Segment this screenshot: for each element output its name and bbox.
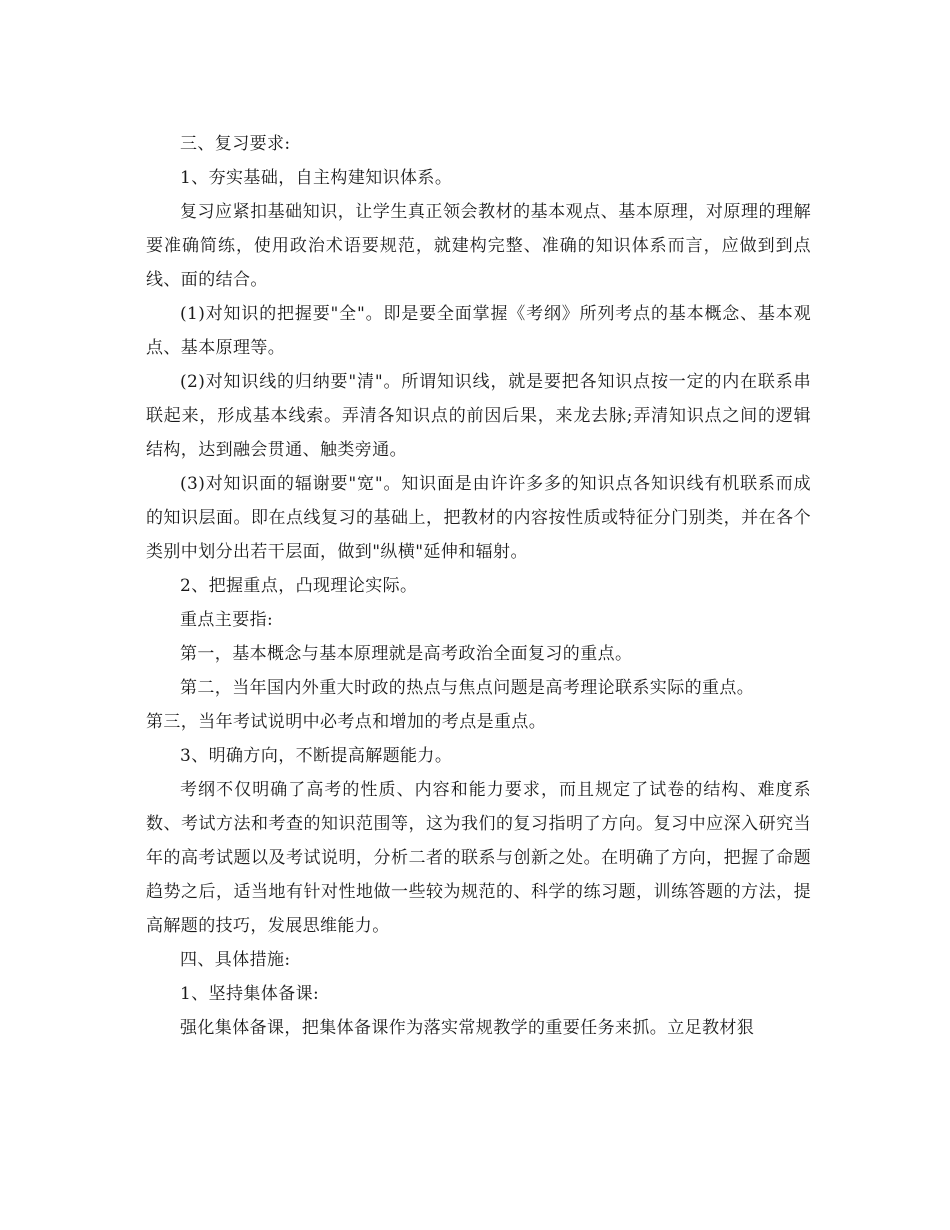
paragraph-foundation-text: 复习应紧扣基础知识，让学生真正领会教材的基本观点、基本原理，对原理的理解要准确简练，使用政治术语要规范，就建构完整、准确的知识体系而言，应做到到点线、面的结合。 [146, 202, 811, 290]
section-heading-specific-measures: 四、具体措施: [180, 950, 291, 970]
paragraph-point-3: (3)对知识面的辐谢要"宽"。知识面是由许许多多的知识点各知识线有机联系而成的知识层面。即在点线复习的基础上，把教材的内容按性质或特征分门别类，并在各个类别中划分出若干层面，做到"纵横"延伸和辐射。 [146, 474, 811, 562]
paragraph-third-key-point: 第三，当年考试说明中必考点和增加的考点是重点。 [146, 712, 547, 732]
subheading-collective-preparation: 1、坚持集体备课: [180, 984, 320, 1004]
paragraph-point-1: (1)对知识的把握要"全"。即是要全面掌握《考纲》所列考点的基本概念、基本观点、基本原理等。 [146, 304, 811, 358]
subheading-solid-foundation: 1、夯实基础，自主构建知识体系。 [180, 168, 453, 188]
subheading-clear-direction: 3、明确方向，不断提高解题能力。 [180, 746, 453, 766]
paragraph-first-key-point: 第一，基本概念与基本原理就是高考政治全面复习的重点。 [180, 644, 633, 664]
document-body [146, 127, 811, 1045]
paragraph-second-key-point: 第二，当年国内外重大时政的热点与焦点问题是高考理论联系实际的重点。 [180, 678, 755, 698]
paragraph-point-2: (2)对知识线的归纳要"清"。所谓知识线，就是要把各知识点按一定的内在联系串联起来，形成基本线索。弄清各知识点的前因后果，来龙去脉;弄清知识点之间的逻辑结构，达到融会贯通、触类旁通。 [146, 372, 811, 460]
paragraph-key-points-intro: 重点主要指: [180, 610, 274, 630]
subheading-grasp-key-points: 2、把握重点，凸现理论实际。 [180, 576, 418, 596]
paragraph-direction-text: 考纲不仅明确了高考的性质、内容和能力要求，而且规定了试卷的结构、难度系数、考试方法和考查的知识范围等，这为我们的复习指明了方向。复习中应深入研究当年的高考试题以及考试说明，分析二者的联系与创新之处。在明确了方向，把握了命题趋势之后，适当地有针对性地做一些较为规范的、科学的练习题，训练答题的方法，提高解题的技巧，发展思维能力。 [146, 780, 811, 936]
section-heading-review-requirements: 三、复习要求: [180, 134, 291, 154]
paragraph-collective-preparation-text: 强化集体备课，把集体备课作为落实常规教学的重要任务来抓。立足教材狠 [180, 1018, 755, 1038]
